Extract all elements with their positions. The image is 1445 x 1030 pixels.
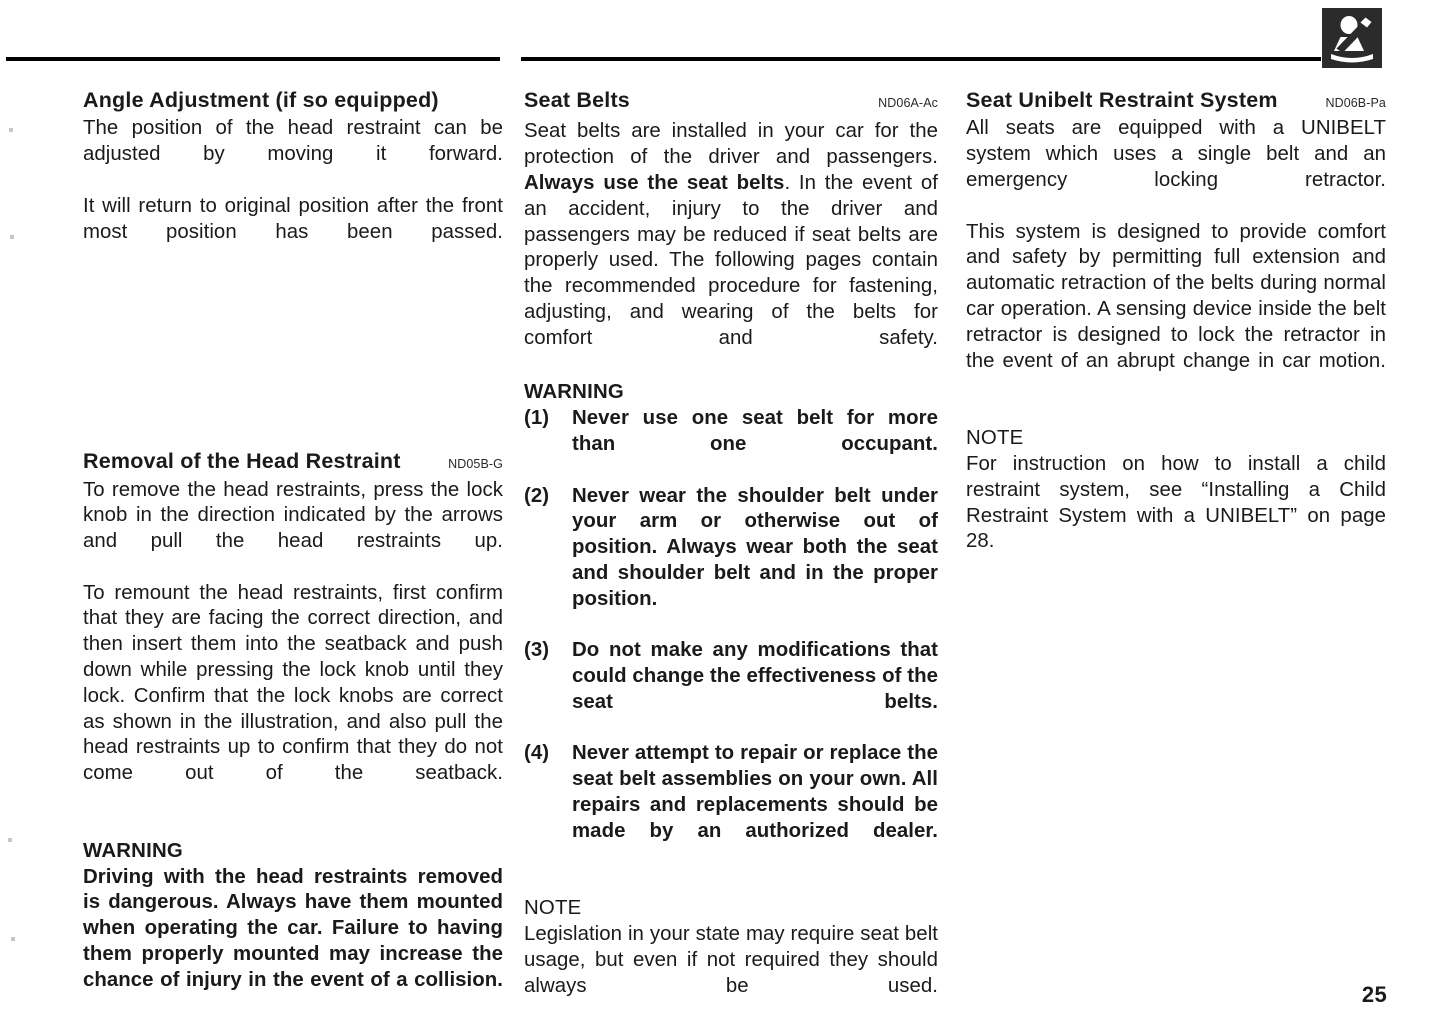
- angle-adjustment-heading-row: [83, 88, 503, 113]
- scan-artifact: [9, 128, 13, 132]
- seat-belts-warning-list: [524, 406, 938, 870]
- seat-belts-refcode: ND06A-Ac: [878, 96, 938, 110]
- unibelt-note-label: NOTE: [966, 427, 1024, 450]
- column-right: [966, 88, 1386, 581]
- list-marker: (3): [524, 639, 550, 662]
- illustration-space: [83, 271, 503, 449]
- unibelt-note-text: For instruction on how to install a child restraint system, see “Installing a Child Restraint System with a UNIBELT” on page 28.: [966, 452, 1386, 553]
- header-rule-left: [6, 57, 500, 61]
- seat-belts-note-text: Legislation in your state may require seat belt usage, but even if not required they should always be used.: [524, 923, 938, 997]
- unibelt-refcode: ND06B-Pa: [1325, 96, 1386, 110]
- list-text: Never use one seat belt for more than one occupant.: [572, 407, 938, 455]
- seat-belts-note-label: NOTE: [524, 897, 582, 920]
- removal-paragraph-2: To remount the head restraints, first confirm that they are facing the correct direction, and then insert them into the seatback and push down while pressing the lock knob until they lock. Confirm that the lock knobs are correct as shown in the illustration, and also pull the head restraints up to confirm that they do not come out of the seatback.: [83, 581, 503, 785]
- scan-artifact: [10, 235, 14, 239]
- seat-belts-intro-paragraph: [524, 119, 938, 377]
- seat-belts-intro-part-1: Seat belts are installed in your car for the protection of the driver and passengers.: [524, 120, 938, 169]
- removal-warning-text: Driving with the head restraints removed is dangerous. Always have them mounted when operating the car. Failure to having them properly mounted may increase the chance of injury in the event of a collision.: [83, 865, 503, 991]
- unibelt-paragraph-1: All seats are equipped with a UNIBELT system which uses a single belt and an emergency locking retractor.: [966, 117, 1386, 191]
- list-text: Do not make any modifications that could change the effectiveness of the seat belts.: [572, 639, 938, 713]
- list-marker: (2): [524, 484, 550, 507]
- seat-belts-heading: Seat Belts: [524, 88, 630, 112]
- removal-refcode: ND05B-G: [448, 457, 503, 472]
- list-marker: (1): [524, 407, 550, 430]
- column-middle: [524, 88, 938, 1025]
- spacer: [83, 813, 503, 839]
- warning-list-item: [524, 406, 938, 483]
- unibelt-heading: Seat Unibelt Restraint System: [966, 88, 1278, 112]
- warning-list-item: [524, 638, 938, 741]
- list-marker: (4): [524, 742, 550, 765]
- seat-belts-heading-row: [524, 88, 938, 113]
- angle-adjustment-paragraph-2: It will return to original position after the front most position has been passed.: [83, 194, 503, 243]
- seat-belts-warning-label: WARNING: [524, 381, 624, 404]
- angle-adjustment-paragraph-1: The position of the head restraint can be adjusted by moving it forward.: [83, 117, 503, 166]
- seat-belts-intro-emphasis: Always use the seat belts: [524, 171, 785, 194]
- scan-artifact: [8, 838, 12, 842]
- spacer: [966, 400, 1386, 426]
- warning-list-item: [524, 741, 938, 870]
- seat-belts-intro-part-2: . In the event of an accident, injury to the driver and passengers may be reduced if seat belts are properly used. The following pages contain the recommended procedure for fastening, adjusting, and wearing of the belts for comfort and safety.: [524, 171, 938, 349]
- column-left: [83, 88, 503, 1019]
- header-rule-right: [521, 57, 1321, 61]
- spacer: [524, 870, 938, 896]
- list-text: Never attempt to repair or replace the seat belt assemblies on your own. All repairs and replacements should be made by an authorized dealer.: [572, 742, 938, 842]
- angle-adjustment-heading: Angle Adjustment (if so equipped): [83, 88, 439, 112]
- scan-artifact: [11, 937, 15, 941]
- seat-belt-warning-icon: [1322, 8, 1382, 68]
- removal-paragraph-1: To remove the head restraints, press the lock knob in the direction indicated by the arrows and pull the head restraints up.: [83, 478, 503, 553]
- list-text: Never wear the shoulder belt under your arm or otherwise out of position. Always wear both the seat and shoulder belt and in the proper position.: [572, 484, 938, 610]
- unibelt-paragraph-2: This system is designed to provide comfort and safety by permitting full extension and automatic retraction of the belts during normal car operation. A sensing device inside the belt retractor is designed to lock the retractor in the event of an abrupt change in car motion.: [966, 220, 1386, 372]
- warning-list-item: [524, 484, 938, 639]
- removal-heading: Removal of the Head Restraint: [83, 449, 401, 474]
- removal-heading-row: [83, 449, 503, 474]
- page-number: 25: [1361, 982, 1387, 1007]
- unibelt-heading-row: [966, 88, 1386, 113]
- removal-warning-label: WARNING: [83, 839, 183, 862]
